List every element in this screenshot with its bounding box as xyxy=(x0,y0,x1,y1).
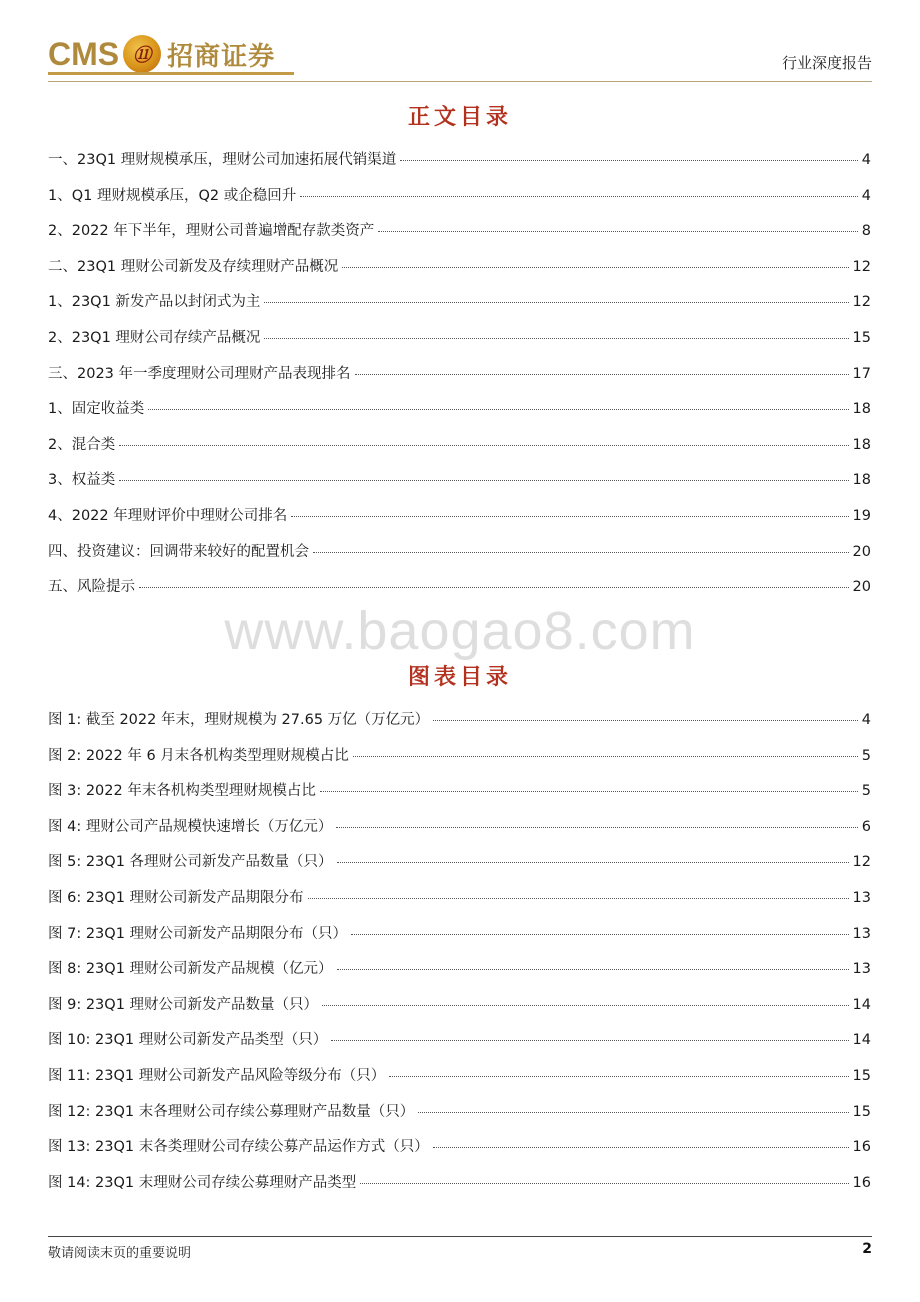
dot-leader xyxy=(433,720,858,721)
figure-entry-page: 14 xyxy=(852,996,871,1013)
figure-entry-page: 13 xyxy=(852,889,871,906)
logo-badge-icon: ⑪ xyxy=(123,35,161,73)
dot-leader xyxy=(322,1005,849,1006)
toc-entry[interactable] xyxy=(48,433,871,469)
toc-entry-page: 18 xyxy=(852,472,871,489)
dot-leader xyxy=(342,267,848,268)
figure-entry[interactable] xyxy=(48,886,871,922)
figure-entry[interactable] xyxy=(48,850,871,886)
figure-entry[interactable] xyxy=(48,744,871,780)
dot-leader xyxy=(336,827,857,828)
toc-entry[interactable] xyxy=(48,290,871,326)
figure-entry-label: 图 14: 23Q1 末理财公司存续公募理财产品类型 xyxy=(48,1174,357,1191)
toc-title: 正文目录 xyxy=(407,104,512,130)
dot-leader xyxy=(264,302,848,303)
toc-entry-label: 四、投资建议：回调带来较好的配置机会 xyxy=(48,543,309,560)
figure-entry-page: 12 xyxy=(852,854,871,871)
toc-entry-page: 20 xyxy=(852,543,871,560)
figure-entry[interactable] xyxy=(48,1100,871,1136)
figure-entry-label: 图 13: 23Q1 末各类理财公司存续公募产品运作方式（只） xyxy=(48,1139,429,1156)
figure-entry-label: 图 2: 2022 年 6 月末各机构类型理财规模占比 xyxy=(48,747,349,764)
page-number: 2 xyxy=(862,1241,872,1257)
toc-entry-page: 12 xyxy=(852,258,871,275)
figure-entry[interactable] xyxy=(48,1028,871,1064)
figure-entry[interactable] xyxy=(48,1135,871,1171)
toc-entry-label: 五、风险提示 xyxy=(48,579,135,596)
toc-entry[interactable] xyxy=(48,184,871,220)
toc-entry-page: 4 xyxy=(861,187,871,204)
toc-entry-page: 17 xyxy=(852,365,871,382)
dot-leader xyxy=(300,196,858,197)
cms-logo xyxy=(48,34,275,74)
toc-entry-label: 二、23Q1 理财公司新发及存续理财产品概况 xyxy=(48,258,339,275)
logo-cms-text: CMS xyxy=(48,35,120,72)
figure-entry[interactable] xyxy=(48,957,871,993)
figure-entry-label: 图 4: 理财公司产品规模快速增长（万亿元） xyxy=(48,818,333,835)
watermark: www.baogao8.com xyxy=(224,601,696,661)
toc-entry-label: 3、权益类 xyxy=(48,472,116,489)
list-of-figures xyxy=(48,708,871,1206)
figure-entry-page: 4 xyxy=(861,712,871,728)
dot-leader xyxy=(418,1112,848,1113)
toc-entry-label: 1、Q1 理财规模承压，Q2 或企稳回升 xyxy=(48,187,297,204)
figure-entry-page: 14 xyxy=(852,1032,871,1049)
toc-entry-page: 20 xyxy=(852,579,871,596)
toc-entry-label: 一、23Q1 理财规模承压，理财公司加速拓展代销渠道 xyxy=(48,152,397,168)
header-divider xyxy=(48,81,872,82)
toc-entry-label: 2、23Q1 理财公司存续产品概况 xyxy=(48,329,261,346)
figure-entry[interactable] xyxy=(48,779,871,815)
dot-leader xyxy=(139,587,849,588)
toc-entry-page: 19 xyxy=(852,507,871,524)
figures-title: 图表目录 xyxy=(407,664,512,690)
logo-underline xyxy=(48,72,294,75)
toc-entry-page: 15 xyxy=(852,329,871,346)
dot-leader xyxy=(291,516,848,517)
figure-entry-label: 图 12: 23Q1 末各理财公司存续公募理财产品数量（只） xyxy=(48,1103,415,1120)
figure-entry[interactable] xyxy=(48,815,871,851)
report-type-label: 行业深度报告 xyxy=(781,54,872,72)
dot-leader xyxy=(360,1183,848,1184)
dot-leader xyxy=(355,374,849,375)
toc-entry[interactable] xyxy=(48,326,871,362)
table-of-contents xyxy=(48,148,871,611)
toc-entry[interactable] xyxy=(48,362,871,398)
dot-leader xyxy=(320,791,858,792)
figure-entry-label: 图 8: 23Q1 理财公司新发产品规模（亿元） xyxy=(48,961,333,978)
page-header xyxy=(48,30,872,82)
figure-entry[interactable] xyxy=(48,1064,871,1100)
figure-entry[interactable] xyxy=(48,993,871,1029)
toc-entry-page: 12 xyxy=(852,294,871,311)
figure-entry-label: 图 5: 23Q1 各理财公司新发产品数量（只） xyxy=(48,854,333,871)
figure-entry-label: 图 11: 23Q1 理财公司新发产品风险等级分布（只） xyxy=(48,1067,386,1084)
toc-entry-label: 4、2022 年理财评价中理财公司排名 xyxy=(48,507,288,524)
dot-leader xyxy=(378,231,858,232)
toc-entry[interactable] xyxy=(48,397,871,433)
dot-leader xyxy=(433,1147,849,1148)
toc-entry-page: 18 xyxy=(852,401,871,418)
toc-entry[interactable] xyxy=(48,255,871,291)
toc-entry[interactable] xyxy=(48,468,871,504)
figure-entry[interactable] xyxy=(48,922,871,958)
figure-entry-page: 13 xyxy=(852,961,871,978)
figure-entry-page: 5 xyxy=(861,783,871,800)
figure-entry-label: 图 10: 23Q1 理财公司新发产品类型（只） xyxy=(48,1032,328,1049)
toc-entry[interactable] xyxy=(48,148,871,184)
toc-entry[interactable] xyxy=(48,540,871,576)
toc-entry-page: 4 xyxy=(861,152,871,168)
toc-entry[interactable] xyxy=(48,504,871,540)
toc-entry-label: 1、固定收益类 xyxy=(48,401,145,418)
toc-entry-label: 1、23Q1 新发产品以封闭式为主 xyxy=(48,294,261,311)
toc-entry-page: 8 xyxy=(861,223,871,240)
figure-entry-page: 13 xyxy=(852,925,871,942)
logo-company-name: 招商证券 xyxy=(167,41,276,72)
figure-entry-page: 5 xyxy=(861,747,871,764)
dot-leader xyxy=(264,338,848,339)
dot-leader xyxy=(148,409,848,410)
figure-entry-label: 图 9: 23Q1 理财公司新发产品数量（只） xyxy=(48,996,319,1013)
footer-disclaimer: 敬请阅读末页的重要说明 xyxy=(48,1246,192,1261)
footer-divider xyxy=(48,1236,872,1237)
figure-entry-page: 16 xyxy=(852,1174,871,1191)
figure-entry-label: 图 3: 2022 年末各机构类型理财规模占比 xyxy=(48,783,316,800)
dot-leader xyxy=(119,445,848,446)
figure-entry[interactable] xyxy=(48,708,871,744)
figure-entry-page: 15 xyxy=(852,1067,871,1084)
figure-entry-page: 15 xyxy=(852,1103,871,1120)
figure-entry-page: 16 xyxy=(852,1139,871,1156)
toc-entry-label: 三、2023 年一季度理财公司理财产品表现排名 xyxy=(48,365,351,382)
dot-leader xyxy=(337,969,849,970)
toc-entry-label: 2、混合类 xyxy=(48,436,116,453)
dot-leader xyxy=(351,934,849,935)
dot-leader xyxy=(337,862,849,863)
dot-leader xyxy=(308,898,849,899)
dot-leader xyxy=(119,480,848,481)
dot-leader xyxy=(400,160,858,161)
dot-leader xyxy=(313,552,849,553)
figure-entry-label: 图 1: 截至 2022 年末，理财规模为 27.65 万亿（万亿元） xyxy=(48,712,430,728)
figure-entry-label: 图 7: 23Q1 理财公司新发产品期限分布（只） xyxy=(48,925,348,942)
figure-entry[interactable] xyxy=(48,1171,871,1207)
figure-entry-page: 6 xyxy=(861,818,871,835)
figure-entry-label: 图 6: 23Q1 理财公司新发产品期限分布 xyxy=(48,889,304,906)
dot-leader xyxy=(389,1076,848,1077)
toc-entry[interactable] xyxy=(48,219,871,255)
toc-entry-page: 18 xyxy=(852,436,871,453)
toc-entry-label: 2、2022 年下半年，理财公司普遍增配存款类资产 xyxy=(48,223,375,240)
dot-leader xyxy=(353,756,858,757)
dot-leader xyxy=(331,1040,848,1041)
